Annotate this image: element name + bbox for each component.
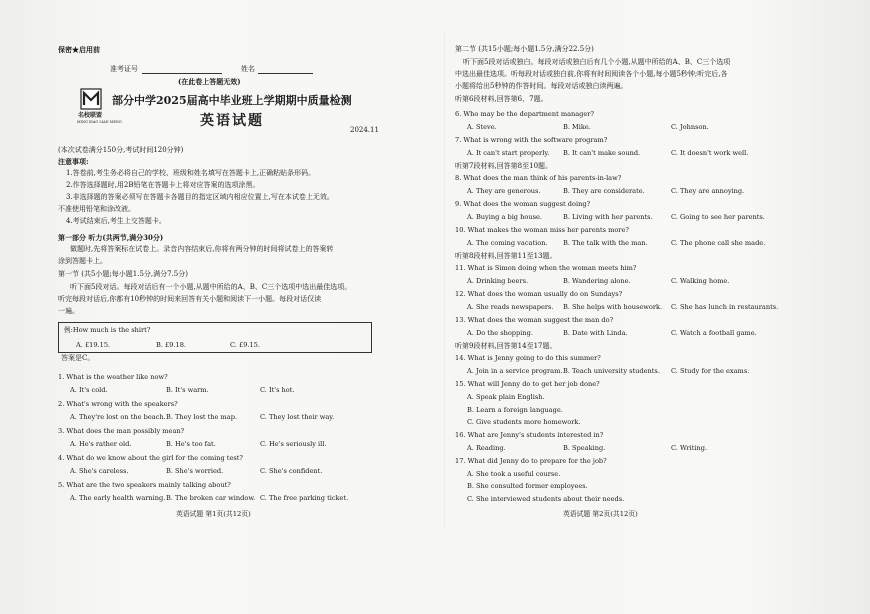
question: 6. Who may be the department manager? [455, 110, 594, 118]
exam-no-label: 准考证号 [110, 65, 138, 73]
question: 10. What makes the woman miss her parents more? [455, 226, 629, 234]
option-b: B. Living with her parents. [563, 213, 653, 221]
option-a: A. She reads newspapers. [467, 303, 554, 311]
example-option-a: A. £19.15. [76, 341, 111, 349]
option-b: B. They are considerate. [563, 187, 645, 195]
option-b: B. Wandering alone. [563, 277, 631, 285]
question: 17. What did Jenny do to prepare for the job? [455, 456, 607, 465]
section2-heading: 第二节 (共15小题;每小题1.5分,满分22.5分) [455, 45, 594, 53]
option-c: C. She has lunch in restaurants. [671, 303, 779, 311]
option-c: C. He's seriously ill. [260, 440, 327, 448]
question: 9. What does the woman suggest doing? [455, 200, 591, 208]
option-a: A. She's careless. [70, 467, 129, 475]
note-item: 1.答卷前,考生务必将自己的学校、班级和姓名填写在答题卡上,正确粘贴条形码。 [66, 169, 316, 177]
option-c: C. It's hot. [260, 386, 295, 394]
page-footer: 英语试题 第1页(共12页) [176, 510, 251, 518]
question: 15. What will Jenny do to get her job done? [455, 380, 600, 388]
note-item: 4.考试结束后,考生上交答题卡。 [66, 217, 166, 225]
option-a: A. He's rather old. [70, 440, 132, 448]
option-b: B. Mike. [563, 123, 591, 131]
question: 2. What's wrong with the speakers? [58, 400, 178, 408]
logo-text: 名校联盟 [78, 112, 103, 119]
option-a: A. They are generous. [467, 187, 541, 195]
material-label: 听第9段材料,回答第14至17题。 [455, 342, 557, 350]
option-c: C. She's confident. [260, 467, 323, 475]
part1-heading: 第一部分 听力(共两节,满分30分) [58, 233, 164, 242]
part1-desc: 做题时,先将答案标在试卷上。录音内容结束后,你将有两分钟的时间将试卷上的答案转 [70, 245, 334, 253]
invalid-note: (在此卷上答题无效) [178, 77, 241, 86]
option-b: B. She consulted former employees. [467, 482, 588, 490]
section1-desc: 听下面5段对话。每段对话后有一个小题,从题中所给的A、B、C三个选项中选出最佳选项。 [70, 283, 352, 291]
section2-desc: 中选出最佳选项。听每段对话或独白前,你将有时间阅读各个小题,每小题5秒钟;听完后,各 [455, 70, 728, 78]
option-c: C. Going to see her parents. [671, 213, 765, 221]
question: 5. What are the two speakers mainly talking about? [58, 481, 231, 489]
secret-label: 保密★启用前 [58, 45, 100, 54]
option-c: C. Give students more homework. [467, 418, 581, 426]
question: 7. What is wrong with the software program? [455, 136, 608, 144]
option-a: A. Join in a service program. [467, 367, 563, 375]
page-footer: 英语试题 第2页(共12页) [563, 510, 638, 518]
name-line [258, 73, 313, 74]
question: 1. What is the weather like now? [58, 373, 168, 381]
option-a: A. Reading. [467, 443, 506, 452]
question: 12. What does the woman usually do on Sundays? [455, 290, 623, 298]
name-label: 姓名 [241, 65, 255, 73]
page-fold [444, 30, 445, 530]
option-a: A. Buying a big house. [467, 213, 542, 221]
option-b: B. She's worried. [166, 467, 224, 475]
section1-heading: 第一节 (共5小题;每小题1.5分,满分7.5分) [58, 270, 188, 278]
option-b: B. Date with Linda. [563, 329, 628, 337]
question: 4. What do we know about the girl for the coming test? [58, 454, 243, 462]
option-b: B. The broken car window. [166, 494, 256, 502]
option-b: B. She helps with housework. [563, 303, 663, 311]
note-item: 不准使用铅笔和涂改液。 [58, 205, 135, 213]
exam-date: 2024.11 [350, 126, 379, 134]
option-b: B. They lost the map. [166, 413, 238, 421]
logo-subtext: MING XIAO LIAN MENG [77, 120, 122, 124]
option-b: B. The talk with the man. [563, 239, 648, 247]
material-label: 听第6段材料,回答第6、7题。 [455, 95, 548, 103]
question: 8. What does the man think of his parents-in-law? [455, 174, 622, 182]
section2-desc: 听下面5段对话或独白。每段对话或独白后有几个小题,从题中所给的A、B、C三个选项 [463, 58, 731, 66]
school-logo-icon [80, 88, 102, 110]
option-a: A. It's cold. [70, 386, 108, 394]
option-c: C. It doesn't work well. [671, 149, 749, 157]
option-c: C. Study for the exams. [671, 367, 750, 375]
material-label: 听第7段材料,回答第8至10题。 [455, 162, 553, 170]
example-option-c: C. £9.15. [230, 341, 260, 349]
question: 14. What is Jenny going to do this summer? [455, 354, 601, 362]
option-b: B. It's warm. [166, 386, 209, 394]
option-a: A. Do the shopping. [467, 329, 533, 337]
notes-heading: 注意事项: [58, 157, 89, 166]
option-b: B. He's too fat. [166, 440, 216, 448]
exam-intro: (本次试卷满分150分,考试时间120分钟) [58, 146, 184, 154]
option-a: A. They're lost on the beach. [70, 413, 166, 421]
example-answer: 答案是C。 [61, 354, 95, 362]
option-c: C. She interviewed students about their needs. [467, 494, 625, 503]
option-c: C. They are annoying. [671, 187, 745, 195]
section2-desc: 小题将给出5秒钟的作答时间。每段对话或独白读两遍。 [455, 82, 628, 90]
example-option-b: B. £9.18. [156, 341, 187, 349]
option-b: B. Teach university students. [563, 367, 660, 375]
option-a: A. She took a useful course. [467, 469, 561, 478]
section1-desc: 一遍。 [58, 307, 79, 315]
option-c: C. Johnson. [671, 123, 709, 131]
option-a: A. Drinking beers. [467, 277, 529, 285]
option-b: B. Speaking. [563, 443, 606, 452]
question: 3. What does the man possibly mean? [58, 427, 185, 435]
option-a: A. Steve. [467, 123, 497, 131]
question: 13. What does the woman suggest the man do? [455, 316, 614, 324]
option-b: B. Learn a foreign language. [467, 405, 563, 414]
option-c: C. Watch a football game. [671, 329, 757, 337]
option-a: A. The early health warning. [70, 494, 166, 502]
example-question: 例:How much is the shirt? [64, 326, 151, 334]
exam-title: 部分中学2025届高中毕业班上学期期中质量检测 [112, 94, 352, 107]
question: 11. What is Simon doing when the woman meets him? [455, 264, 637, 272]
option-a: A. It can't start properly. [467, 149, 550, 157]
option-c: C. The free parking ticket. [260, 494, 349, 502]
note-item: 3.非选择题的答案必须写在答题卡各题目的指定区域内相应位置上,写在本试卷上无效。 [66, 193, 334, 201]
option-a: A. Speak plain English. [467, 393, 545, 401]
option-c: C. Writing. [671, 443, 708, 452]
question: 16. What are Jenny's students interested in? [455, 430, 604, 439]
note-item: 2.作答选择题时,用2B铅笔在答题卡上将对应答案的选项涂黑。 [66, 181, 260, 189]
option-c: C. Walking home. [671, 277, 730, 285]
exam-no-line [142, 73, 222, 74]
part1-desc: 涂到答题卡上。 [58, 257, 107, 265]
option-c: C. The phone call she made. [671, 239, 766, 247]
subject-title: 英语试题 [200, 113, 264, 129]
option-c: C. They lost their way. [260, 413, 335, 421]
option-a: A. The coming vacation. [467, 239, 548, 247]
option-b: B. It can't make sound. [563, 149, 641, 157]
section1-desc: 听完每段对话后,你都有10秒钟的时间来回答有关小题和阅读下一小题。每段对话仅读 [58, 295, 322, 303]
material-label: 听第8段材料,回答第11至13题。 [455, 252, 557, 260]
